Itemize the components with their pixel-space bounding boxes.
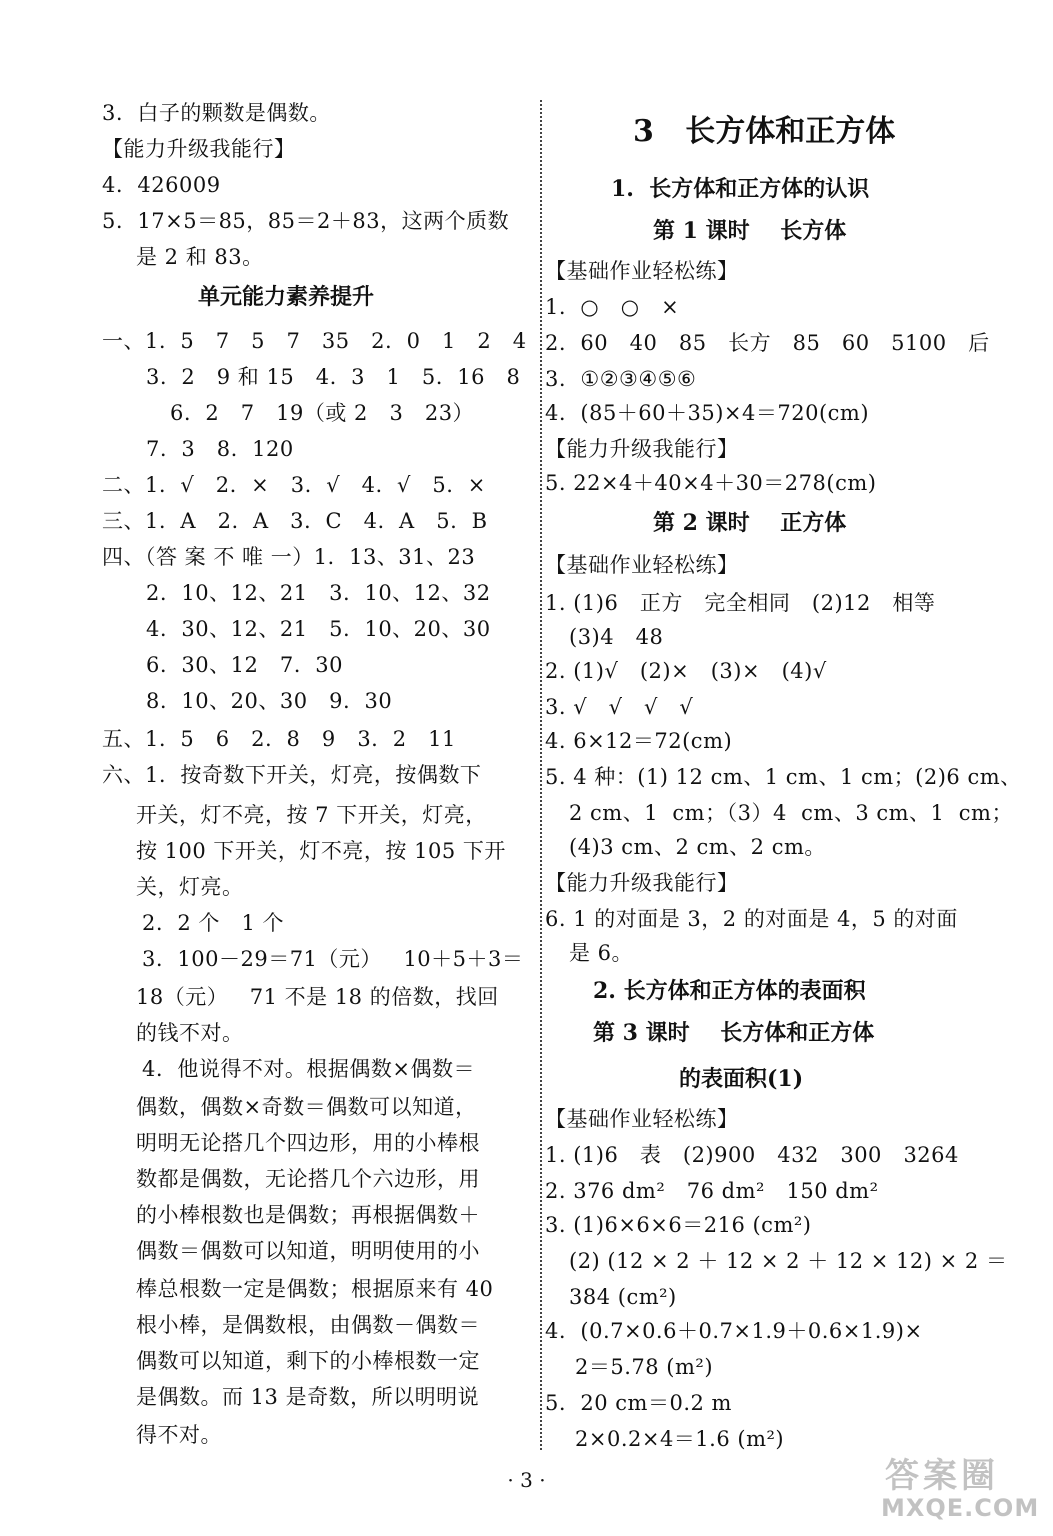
answer-line: 3. 白子的颗数是偶数。 bbox=[102, 101, 331, 125]
subsection-header: 【能力升级我能行】 bbox=[102, 137, 296, 161]
answer-line: 四、（答 案 不 唯 一）1. 13、31、23 bbox=[102, 545, 476, 569]
answer-line: 3. 100－29＝71（元） 10＋5＋3＝ bbox=[142, 947, 524, 971]
answer-line: 4. (85＋60＋35)×4＝720(cm) bbox=[545, 401, 870, 425]
answer-line: 的小棒根数也是偶数；再根据偶数＋ bbox=[136, 1203, 480, 1227]
answer-line: 是 2 和 83。 bbox=[136, 245, 264, 269]
answer-line: 2＝5.78 (m²) bbox=[575, 1355, 714, 1379]
answer-line: 3. ①②③④⑤⑥ bbox=[545, 367, 697, 391]
answer-line: 8. 10、20、30 9. 30 bbox=[146, 689, 393, 713]
section-title: 1. 长方体和正方体的认识 bbox=[611, 176, 870, 202]
answer-line: 的钱不对。 bbox=[136, 1021, 244, 1045]
answer-line: 5. 4 种：(1) 12 cm、1 cm、1 cm；(2)6 cm、 bbox=[545, 765, 1022, 789]
answer-line: 1. (1)6 正方 完全相同 (2)12 相等 bbox=[545, 591, 936, 615]
answer-line: 根小棒，是偶数根，由偶数－偶数＝ bbox=[136, 1313, 480, 1337]
answer-line: 3. 2 9 和 15 4. 3 1 5. 16 8 bbox=[146, 365, 521, 389]
page-number: · 3 · bbox=[507, 1468, 546, 1492]
answer-line: 三、1. A 2. A 3. C 4. A 5. B bbox=[102, 509, 488, 533]
column-divider bbox=[540, 100, 542, 1450]
answer-line: 开关，灯不亮，按 7 下开关，灯亮， bbox=[136, 803, 487, 827]
answer-line: 5. 17×5＝85，85＝2＋83，这两个质数 bbox=[102, 209, 510, 233]
answer-line: 6. 30、12 7. 30 bbox=[146, 653, 343, 677]
watermark-logo bbox=[875, 1448, 1045, 1528]
answer-line: 五、1. 5 6 2. 8 9 3. 2 11 bbox=[102, 727, 456, 751]
answer-line: 偶数，偶数×奇数＝偶数可以知道， bbox=[136, 1095, 477, 1119]
answer-line: (4)3 cm、2 cm、2 cm。 bbox=[569, 835, 826, 859]
answer-line: 一、1. 5 7 5 7 35 2. 0 1 2 4 bbox=[102, 329, 527, 353]
answer-line: 得不对。 bbox=[136, 1423, 222, 1447]
answer-line: 1. (1)6 表 (2)900 432 300 3264 bbox=[545, 1143, 959, 1167]
answer-line: 384 (cm²) bbox=[569, 1285, 677, 1309]
lesson-title: 第 2 课时 正方体 bbox=[653, 510, 847, 536]
watermark-text-top: 答案圈 bbox=[885, 1456, 999, 1496]
answer-line: (3)4 48 bbox=[569, 625, 664, 649]
lesson-title: 第 1 课时 长方体 bbox=[653, 218, 847, 244]
answer-line: 5. 22×4＋40×4＋30＝278(cm) bbox=[545, 471, 877, 495]
answer-line: 是 6。 bbox=[569, 941, 634, 965]
answer-line: 关，灯亮。 bbox=[136, 875, 244, 899]
answer-line: 按 100 下开关，灯不亮，按 105 下开 bbox=[136, 839, 506, 863]
answer-line: 2. (1)√ (2)× (3)× (4)√ bbox=[545, 659, 827, 683]
subsection-header: 【基础作业轻松练】 bbox=[545, 259, 739, 283]
answer-line: 6. 1 的对面是 3，2 的对面是 4，5 的对面 bbox=[545, 907, 958, 931]
section-title: 单元能力素养提升 bbox=[198, 284, 375, 310]
answer-line: 2. 10、12、21 3. 10、12、32 bbox=[146, 581, 491, 605]
answer-line: 4. 426009 bbox=[102, 173, 221, 197]
answer-line: 7. 3 8. 120 bbox=[146, 437, 294, 461]
answer-line: (2) (12 × 2 ＋ 12 × 2 ＋ 12 × 12) × 2 ＝ bbox=[569, 1249, 1008, 1273]
answer-line: 2. 60 40 85 长方 85 60 5100 后 bbox=[545, 331, 990, 355]
section-title: 2. 长方体和正方体的表面积 bbox=[593, 978, 866, 1004]
answer-line: 6. 2 7 19（或 2 3 23） bbox=[170, 401, 475, 425]
answer-line: 六、1. 按奇数下开关，灯亮，按偶数下 bbox=[102, 763, 482, 787]
answer-line: 4. (0.7×0.6＋0.7×1.9＋0.6×1.9)× bbox=[545, 1319, 923, 1343]
answer-line: 2. 2 个 1 个 bbox=[142, 911, 284, 935]
watermark-text-bottom: MXQE.COM bbox=[881, 1494, 1040, 1522]
chapter-title: 3 长方体和正方体 bbox=[633, 114, 896, 149]
lesson-title-continued: 的表面积(1) bbox=[679, 1066, 804, 1092]
answer-line: 二、1. √ 2. × 3. √ 4. √ 5. × bbox=[102, 473, 486, 497]
answer-line: 18（元） 71 不是 18 的倍数，找回 bbox=[136, 985, 499, 1009]
answer-line: 数都是偶数，无论搭几个六边形，用 bbox=[136, 1167, 480, 1191]
answer-line: 明明无论搭几个四边形，用的小棒根 bbox=[136, 1131, 480, 1155]
answer-line: 偶数可以知道，剩下的小棒根数一定 bbox=[136, 1349, 480, 1373]
answer-line: 是偶数。而 13 是奇数，所以明明说 bbox=[136, 1385, 480, 1409]
subsection-header: 【能力升级我能行】 bbox=[545, 871, 739, 895]
answer-line: 3. (1)6×6×6＝216 (cm²) bbox=[545, 1213, 812, 1237]
answer-line: 3. √ √ √ √ bbox=[545, 695, 694, 719]
answer-line: 4. 6×12＝72(cm) bbox=[545, 729, 733, 753]
answer-line: 偶数＝偶数可以知道，明明使用的小 bbox=[136, 1239, 480, 1263]
answer-line: 4. 30、12、21 5. 10、20、30 bbox=[146, 617, 491, 641]
answer-line: 5. 20 cm＝0.2 m bbox=[545, 1391, 732, 1415]
answer-line: 2 cm、1 cm；（3）4 cm、3 cm、1 cm； bbox=[569, 801, 1013, 825]
answer-line: 2. 376 dm² 76 dm² 150 dm² bbox=[545, 1179, 879, 1203]
subsection-header: 【基础作业轻松练】 bbox=[545, 553, 739, 577]
subsection-header: 【基础作业轻松练】 bbox=[545, 1107, 739, 1131]
answer-line: 1. ○ ○ × bbox=[545, 295, 680, 319]
answer-line: 棒总根数一定是偶数；根据原来有 40 bbox=[136, 1277, 494, 1301]
subsection-header: 【能力升级我能行】 bbox=[545, 437, 739, 461]
lesson-title: 第 3 课时 长方体和正方体 bbox=[593, 1020, 875, 1046]
answer-line: 2×0.2×4＝1.6 (m²) bbox=[575, 1427, 785, 1451]
answer-line: 4. 他说得不对。根据偶数×偶数＝ bbox=[142, 1057, 475, 1081]
